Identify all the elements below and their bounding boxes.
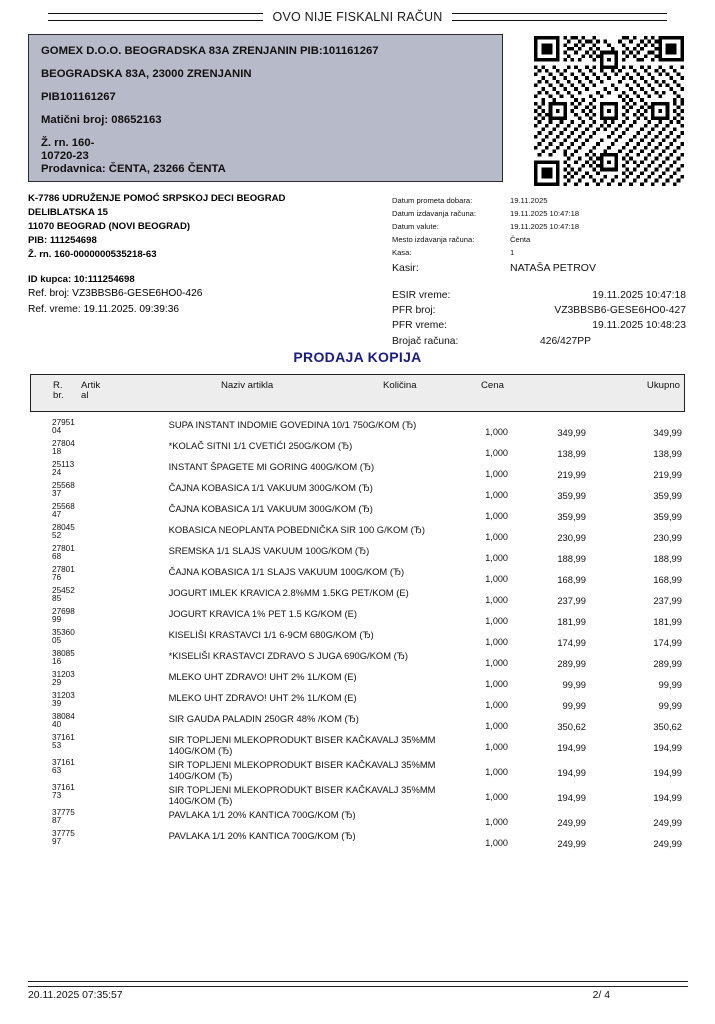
cell-rbr-line2: 4 <box>52 720 57 730</box>
cell-rbr <box>30 692 57 709</box>
cell-rbr-line2: 1 <box>52 657 57 667</box>
cell-artikal-line2: 4 <box>56 426 62 436</box>
cell-artikal-line1: 1203 <box>56 691 75 700</box>
cell-naziv-artikla: SIR TOPLJENI MLEKOPRODUKT BISER KAČKAVALJ 35%MM 140G/KOM (Ђ) <box>168 758 436 782</box>
cell-artikal-line2: 7 <box>56 837 62 847</box>
cell-naziv-artikla: *KOLAČ SITNI 1/1 CVETIĆI 250G/KOM (Ђ) <box>168 440 353 451</box>
cell-ukupno: 359,99 <box>653 490 682 501</box>
buyer-id-kupca: ID kupca: 10:111254698 <box>28 273 135 285</box>
cell-artikal-line2: 7 <box>56 510 62 520</box>
banner-rule-left <box>48 13 263 21</box>
cell-naziv-artikla: SUPA INSTANT INDOMIE GOVEDINA 10/1 750G/KOM (Ђ) <box>168 419 417 430</box>
cell-cena: 138,99 <box>557 448 586 459</box>
esir-meta-block <box>392 288 692 349</box>
cell-ukupno: 359,99 <box>653 511 682 522</box>
buyer-ref-vreme: Ref. vreme: 19.11.2025. 09:39:36 <box>28 303 180 315</box>
table-row <box>30 565 685 586</box>
cell-ukupno: 99,99 <box>658 679 682 690</box>
banner-title: OVO NIJE FISKALNI RAČUN <box>272 10 443 24</box>
cell-rbr <box>30 524 57 541</box>
buyer-street: DELIBLATSKA 15 <box>28 206 108 218</box>
table-row <box>30 502 685 523</box>
table-row <box>30 691 685 712</box>
meta-label: Datum prometa dobara: <box>392 196 473 205</box>
meta-row-datum-izdavanja <box>392 207 692 220</box>
cell-artikal-line1: 5568 <box>56 481 75 490</box>
column-header-cena: Cena <box>481 380 504 391</box>
cell-kolicina: 1,000 <box>485 766 508 777</box>
cell-ukupno: 99,99 <box>658 700 682 711</box>
meta-label: Datum izdavanja računa: <box>392 209 476 219</box>
cell-naziv-artikla: KOBASICA NEOPLANTA POBEDNIČKA SIR 100 G/KOM (Ђ) <box>168 524 426 535</box>
issuer-line-account-2: 10720-23 <box>41 149 89 162</box>
buyer-spacer <box>28 262 378 273</box>
cell-kolicina: 1,000 <box>485 448 508 458</box>
cell-rbr-line2: 7 <box>52 791 57 801</box>
issuer-line-address: BEOGRADSKA 83A, 23000 ZRENJANIN <box>41 67 252 80</box>
cell-artikal <box>57 419 169 436</box>
cell-cena: 289,99 <box>557 658 586 669</box>
table-row <box>30 670 685 691</box>
cell-artikal <box>57 759 169 776</box>
cell-cena: 194,99 <box>557 791 586 803</box>
cell-rbr-line2: 9 <box>52 837 57 847</box>
cell-rbr <box>30 419 57 436</box>
meta-row-datum-prometa <box>392 194 692 207</box>
cell-naziv-artikla: SREMSKA 1/1 SLAJS VAKUUM 100G/KOM (Ђ) <box>168 545 370 556</box>
cell-kolicina: 1,000 <box>485 637 508 647</box>
cell-artikal-line1: 5360 <box>56 628 75 637</box>
table-row <box>30 628 685 649</box>
cell-artikal-line1: 8085 <box>56 649 75 658</box>
cell-ukupno: 181,99 <box>653 616 682 627</box>
table-row <box>30 829 685 850</box>
cell-ukupno: 249,99 <box>653 837 682 849</box>
cell-rbr-line1: 3 <box>52 628 57 637</box>
table-row <box>30 758 685 783</box>
meta-label: Kasir: <box>392 262 419 275</box>
footer-page-number: 2/ 4 <box>592 990 610 1001</box>
issuer-line-account-1: Ž. rn. 160- <box>41 136 95 149</box>
column-header-artikal <box>81 381 107 401</box>
cell-artikal-line1: 7951 <box>56 418 75 427</box>
cell-artikal-line2: 3 <box>56 766 62 776</box>
cell-naziv-artikla: INSTANT ŠPAGETE MI GORING 400G/KOM (Ђ) <box>168 461 375 472</box>
cell-rbr-line1: 2 <box>52 523 57 532</box>
table-row <box>30 712 685 733</box>
column-header-rbr <box>53 381 75 401</box>
buyer-name: K-7786 UDRUŽENJE POMOĆ SRPSKOJ DECI BEOGRAD <box>28 193 286 204</box>
cell-artikal-line1: 7775 <box>56 807 75 817</box>
esir-row-pfr-broj <box>392 303 692 318</box>
cell-rbr <box>30 461 57 478</box>
cell-artikal <box>57 734 169 751</box>
cell-kolicina: 1,000 <box>485 490 508 500</box>
cell-kolicina: 1,000 <box>485 700 508 710</box>
cell-artikal-line2: 7 <box>56 489 62 499</box>
buyer-pib: PIB: 111254698 <box>28 234 97 246</box>
cell-rbr-line1: 3 <box>52 757 57 767</box>
issuer-line-pib: PIB101161267 <box>41 90 116 103</box>
cell-artikal-line1: 7698 <box>56 607 75 616</box>
cell-rbr-line1: 3 <box>52 828 57 838</box>
cell-artikal <box>57 587 169 604</box>
buyer-account: Ž. rn. 160-0000000535218-63 <box>28 248 157 260</box>
meta-label: Kasa: <box>392 248 412 258</box>
cell-rbr-line2: 7 <box>52 573 57 583</box>
cell-artikal-line1: 5113 <box>56 460 75 469</box>
cell-cena: 359,99 <box>557 511 586 522</box>
cell-artikal-line1: 7161 <box>56 733 75 742</box>
cell-artikal-line2: 5 <box>56 594 62 604</box>
cell-artikal-line1: 7775 <box>56 828 75 838</box>
cell-naziv-artikla: SIR TOPLJENI MLEKOPRODUKT BISER KAČKAVALJ 35%MM 140G/KOM (Ђ) <box>168 783 436 807</box>
cell-rbr-line1: 3 <box>52 670 57 679</box>
cell-artikal-line1: 1203 <box>56 670 75 679</box>
column-header-ukupno: Ukupno <box>646 380 680 391</box>
cell-cena: 174,99 <box>557 637 586 648</box>
cell-rbr <box>30 545 57 562</box>
cell-artikal-line2: 2 <box>56 531 62 541</box>
cell-rbr-line2: 2 <box>52 678 57 688</box>
items-table <box>30 374 685 850</box>
cell-artikal-line1: 7801 <box>56 544 75 553</box>
cell-artikal <box>57 671 169 688</box>
table-row <box>30 418 685 439</box>
column-header-artikal-line1: Artik <box>81 380 101 391</box>
cell-rbr <box>30 587 57 604</box>
cell-ukupno: 219,99 <box>653 469 682 480</box>
cell-ukupno: 349,99 <box>653 427 682 438</box>
cell-rbr-line2: 8 <box>52 816 57 826</box>
cell-rbr <box>30 830 57 847</box>
cell-naziv-artikla: JOGURT KRAVICA 1% PET 1.5 KG/KOM (E) <box>168 608 357 619</box>
buyer-city: 11070 BEOGRAD (NOVI BEOGRAD) <box>28 220 191 232</box>
cell-naziv-artikla: *KISELIŠI KRASTAVCI ZDRAVO S JUGA 690G/KOM (Ђ) <box>168 650 408 661</box>
esir-value: 19.11.2025 10:48:23 <box>592 320 686 332</box>
cell-ukupno: 350,62 <box>653 721 682 732</box>
cell-artikal <box>57 566 169 583</box>
meta-label: Mesto izdavanja računa: <box>392 235 475 245</box>
cell-cena: 230,99 <box>557 532 586 543</box>
cell-artikal <box>57 461 169 478</box>
cell-cena: 349,99 <box>557 427 586 438</box>
cell-artikal <box>57 629 169 646</box>
cell-artikal <box>57 713 169 730</box>
cell-rbr <box>30 608 57 625</box>
cell-rbr-line1: 2 <box>52 439 57 448</box>
meta-row-datum-valute <box>392 220 692 233</box>
cell-artikal <box>57 809 169 826</box>
cell-ukupno: 188,99 <box>653 553 682 564</box>
cell-naziv-artikla: PAVLAKA 1/1 20% KANTICA 700G/KOM (Ђ) <box>168 808 356 820</box>
cell-kolicina: 1,000 <box>485 791 508 802</box>
cell-kolicina: 1,000 <box>485 427 508 437</box>
cell-cena: 350,62 <box>557 721 586 732</box>
cell-rbr-line1: 2 <box>52 565 57 574</box>
cell-rbr-line2: 9 <box>52 615 57 625</box>
cell-artikal <box>57 608 169 625</box>
cell-rbr-line1: 2 <box>52 418 57 427</box>
cell-rbr-line2: 4 <box>52 510 57 520</box>
meta-row-kasa <box>392 246 692 259</box>
cell-artikal-line1: 7161 <box>56 782 75 792</box>
cell-kolicina: 1,000 <box>485 511 508 521</box>
cell-naziv-artikla: ČAJNA KOBASICA 1/1 SLAJS VAKUUM 100G/KOM (Ђ) <box>168 566 405 577</box>
cell-kolicina: 1,000 <box>485 532 508 542</box>
cell-kolicina: 1,000 <box>485 469 508 479</box>
cell-cena: 249,99 <box>557 816 586 828</box>
cell-artikal-line2: 9 <box>56 699 62 709</box>
cell-artikal-line2: 7 <box>56 816 62 826</box>
cell-kolicina: 1,000 <box>485 574 508 584</box>
cell-artikal-line2: 8 <box>56 552 62 562</box>
cell-artikal-line1: 7801 <box>56 565 75 574</box>
table-row <box>30 523 685 544</box>
issuer-line-company: GOMEX D.O.O. BEOGRADSKA 83A ZRENJANIN PIB:101161267 <box>41 45 379 57</box>
issuer-line-store: Prodavnica: ČENTA, 23266 ČENTA <box>41 162 226 175</box>
meta-value: 19.11.2025 <box>510 196 548 205</box>
cell-artikal-line2: 6 <box>56 657 62 667</box>
esir-label: Brojač računa: <box>392 335 459 347</box>
cell-ukupno: 289,99 <box>653 658 682 669</box>
cell-artikal <box>57 784 169 801</box>
cell-kolicina: 1,000 <box>485 816 508 827</box>
items-table-body <box>30 412 685 850</box>
cell-naziv-artikla: SIR TOPLJENI MLEKOPRODUKT BISER KAČKAVALJ 35%MM 140G/KOM (Ђ) <box>168 734 436 757</box>
cell-naziv-artikla: ČAJNA KOBASICA 1/1 VAKUUM 300G/KOM (Ђ) <box>168 482 373 493</box>
cell-kolicina: 1,000 <box>485 742 508 752</box>
cell-cena: 188,99 <box>557 553 586 564</box>
cell-rbr-line1: 2 <box>52 481 57 490</box>
cell-ukupno: 174,99 <box>653 637 682 648</box>
cell-ukupno: 230,99 <box>653 532 682 543</box>
column-header-artikal-line2: al <box>81 390 89 402</box>
cell-rbr <box>30 629 57 646</box>
cell-cena: 168,99 <box>557 574 586 585</box>
column-header-kolicina: Količina <box>383 380 417 391</box>
cell-rbr-line1: 2 <box>52 460 57 469</box>
buyer-info-block <box>28 192 378 317</box>
table-row <box>30 586 685 607</box>
cell-rbr-line2: 3 <box>52 699 57 709</box>
column-header-rbr-line2: br. <box>53 390 64 402</box>
cell-artikal-line1: 7804 <box>56 439 75 448</box>
cell-cena: 99,99 <box>562 700 586 711</box>
cell-cena: 219,99 <box>557 469 586 480</box>
table-row <box>30 733 685 758</box>
cell-rbr-line2: 0 <box>52 636 57 646</box>
cell-artikal <box>57 650 169 667</box>
cell-artikal-line2: 0 <box>56 720 62 730</box>
cell-rbr-line2: 5 <box>52 741 57 751</box>
cell-rbr-line1: 3 <box>52 807 57 817</box>
cell-cena: 237,99 <box>557 595 586 606</box>
cell-kolicina: 1,000 <box>485 553 508 563</box>
cell-artikal <box>57 482 169 499</box>
column-header-naziv: Naziv artikla <box>221 380 274 391</box>
cell-naziv-artikla: PAVLAKA 1/1 20% KANTICA 700G/KOM (Ђ) <box>168 829 356 841</box>
meta-row-mesto-izdavanja <box>392 233 692 246</box>
cell-rbr-line2: 2 <box>52 468 57 478</box>
cell-cena: 249,99 <box>557 837 586 849</box>
cell-rbr-line2: 6 <box>52 552 57 562</box>
esir-value: 19.11.2025 10:47:18 <box>592 290 686 301</box>
cell-rbr-line2: 0 <box>52 426 57 436</box>
cell-kolicina: 1,000 <box>485 679 508 689</box>
cell-rbr-line2: 3 <box>52 489 57 499</box>
cell-ukupno: 249,99 <box>653 816 682 828</box>
cell-rbr-line1: 3 <box>52 649 57 658</box>
cell-artikal <box>57 830 169 847</box>
cell-artikal <box>57 545 169 562</box>
page-footer <box>28 990 688 1001</box>
cell-artikal-line2: 6 <box>56 573 62 583</box>
meta-value: 19.11.2025 10:47:18 <box>510 209 580 219</box>
cell-kolicina: 1,000 <box>485 658 508 668</box>
cell-artikal-line1: 5568 <box>56 502 75 511</box>
cell-ukupno: 194,99 <box>653 766 682 778</box>
issuer-info-box <box>28 34 503 182</box>
meta-value: 1 <box>510 248 515 258</box>
cell-rbr <box>30 566 57 583</box>
table-row <box>30 460 685 481</box>
cell-rbr-line2: 6 <box>52 766 57 776</box>
cell-ukupno: 237,99 <box>653 595 682 606</box>
meta-row-kasir <box>392 261 692 277</box>
cell-kolicina: 1,000 <box>485 595 508 605</box>
cell-artikal-line2: 5 <box>56 636 62 646</box>
esir-row-pfr-vreme <box>392 318 692 333</box>
cell-artikal-line1: 5452 <box>56 586 75 595</box>
cell-rbr <box>30 482 57 499</box>
cell-artikal-line2: 3 <box>56 741 62 751</box>
table-row <box>30 649 685 670</box>
table-row <box>30 481 685 502</box>
cell-rbr-line1: 2 <box>52 607 57 616</box>
cell-artikal <box>57 503 169 520</box>
table-row <box>30 439 685 460</box>
esir-value: 426/427PP <box>540 335 591 347</box>
table-row <box>30 808 685 829</box>
column-header-rbr-line1: R. <box>53 380 63 391</box>
meta-value: Čenta <box>510 235 531 245</box>
meta-value: 19.11.2025 10:47:18 <box>510 222 580 232</box>
document-banner <box>0 10 715 24</box>
cell-rbr-line2: 5 <box>52 531 57 541</box>
cell-ukupno: 168,99 <box>653 574 682 585</box>
cell-rbr-line1: 2 <box>52 502 57 511</box>
cell-rbr-line1: 2 <box>52 544 57 553</box>
table-row <box>30 544 685 565</box>
cell-rbr <box>30 503 57 520</box>
cell-cena: 194,99 <box>557 766 586 778</box>
cell-artikal <box>57 692 169 709</box>
cell-artikal-line1: 7161 <box>56 757 75 767</box>
table-row <box>30 783 685 808</box>
cell-artikal-line2: 9 <box>56 678 62 688</box>
esir-label: PFR vreme: <box>392 320 447 332</box>
cell-kolicina: 1,000 <box>485 721 508 731</box>
meta-value: NATAŠA PETROV <box>510 262 596 275</box>
cell-rbr <box>30 759 57 776</box>
buyer-ref-broj: Ref. broj: VZ3BBSB6-GESE6HO0-426 <box>28 288 203 300</box>
cell-rbr <box>30 734 57 751</box>
cell-rbr <box>30 809 57 826</box>
cell-ukupno: 194,99 <box>653 791 682 803</box>
cell-rbr-line1: 3 <box>52 733 57 742</box>
banner-rule-right <box>452 13 667 21</box>
cell-cena: 194,99 <box>557 742 586 753</box>
esir-row-esir-vreme <box>392 288 692 303</box>
cell-artikal-line2: 9 <box>56 615 62 625</box>
cell-naziv-artikla: KISELIŠI KRASTAVCI 1/1 6-9CM 680G/KOM (Ђ) <box>168 629 374 640</box>
cell-naziv-artikla: ČAJNA KOBASICA 1/1 VAKUUM 300G/KOM (Ђ) <box>168 503 373 514</box>
cell-rbr-line2: 8 <box>52 594 57 604</box>
invoice-meta-block <box>392 194 692 277</box>
esir-value: VZ3BBSB6-GESE6HO0-427 <box>554 305 686 317</box>
esir-row-brojac-racuna <box>392 334 692 349</box>
cell-artikal-line1: 8084 <box>56 712 75 721</box>
issuer-line-maticni-broj: Matični broj: 08652163 <box>41 113 162 126</box>
cell-rbr <box>30 784 57 801</box>
cell-rbr-line1: 3 <box>52 691 57 700</box>
cell-rbr <box>30 650 57 667</box>
cell-naziv-artikla: MLEKO UHT ZDRAVO! UHT 2% 1L/KOM (E) <box>168 671 357 682</box>
cell-artikal-line1: 8045 <box>56 523 75 532</box>
cell-artikal-line2: 3 <box>56 791 62 801</box>
cell-rbr-line2: 1 <box>52 447 57 457</box>
footer-timestamp: 20.11.2025 07:35:57 <box>28 990 123 1001</box>
cell-rbr <box>30 671 57 688</box>
cell-rbr-line1: 2 <box>52 586 57 595</box>
cell-ukupno: 138,99 <box>653 448 682 459</box>
cell-ukupno: 194,99 <box>653 742 682 753</box>
cell-naziv-artikla: SIR GAUDA PALADIN 250GR 48% /KOM (Ђ) <box>168 713 359 724</box>
esir-label: ESIR vreme: <box>392 290 451 301</box>
cell-cena: 99,99 <box>562 679 586 690</box>
cell-kolicina: 1,000 <box>485 837 508 848</box>
cell-artikal-line2: 4 <box>56 468 62 478</box>
cell-naziv-artikla: JOGURT IMLEK KRAVICA 2.8%MM 1.5KG PET/KOM (E) <box>168 587 409 598</box>
cell-kolicina: 1,000 <box>485 616 508 626</box>
cell-cena: 181,99 <box>557 616 586 627</box>
cell-rbr-line1: 3 <box>52 712 57 721</box>
cell-naziv-artikla: MLEKO UHT ZDRAVO! UHT 2% 1L/KOM (E) <box>168 692 357 703</box>
section-title: PRODAJA KOPIJA <box>293 349 422 365</box>
cell-artikal <box>57 524 169 541</box>
meta-label: Datum valute: <box>392 222 439 232</box>
items-table-header <box>30 374 685 412</box>
cell-rbr <box>30 713 57 730</box>
cell-artikal <box>57 440 169 457</box>
cell-rbr-line1: 3 <box>52 782 57 792</box>
qr-code-icon <box>530 36 688 186</box>
cell-artikal-line2: 8 <box>56 447 62 457</box>
cell-cena: 359,99 <box>557 490 586 501</box>
footer-divider <box>28 981 688 987</box>
cell-rbr <box>30 440 57 457</box>
esir-label: PFR broj: <box>392 305 436 317</box>
table-row <box>30 607 685 628</box>
